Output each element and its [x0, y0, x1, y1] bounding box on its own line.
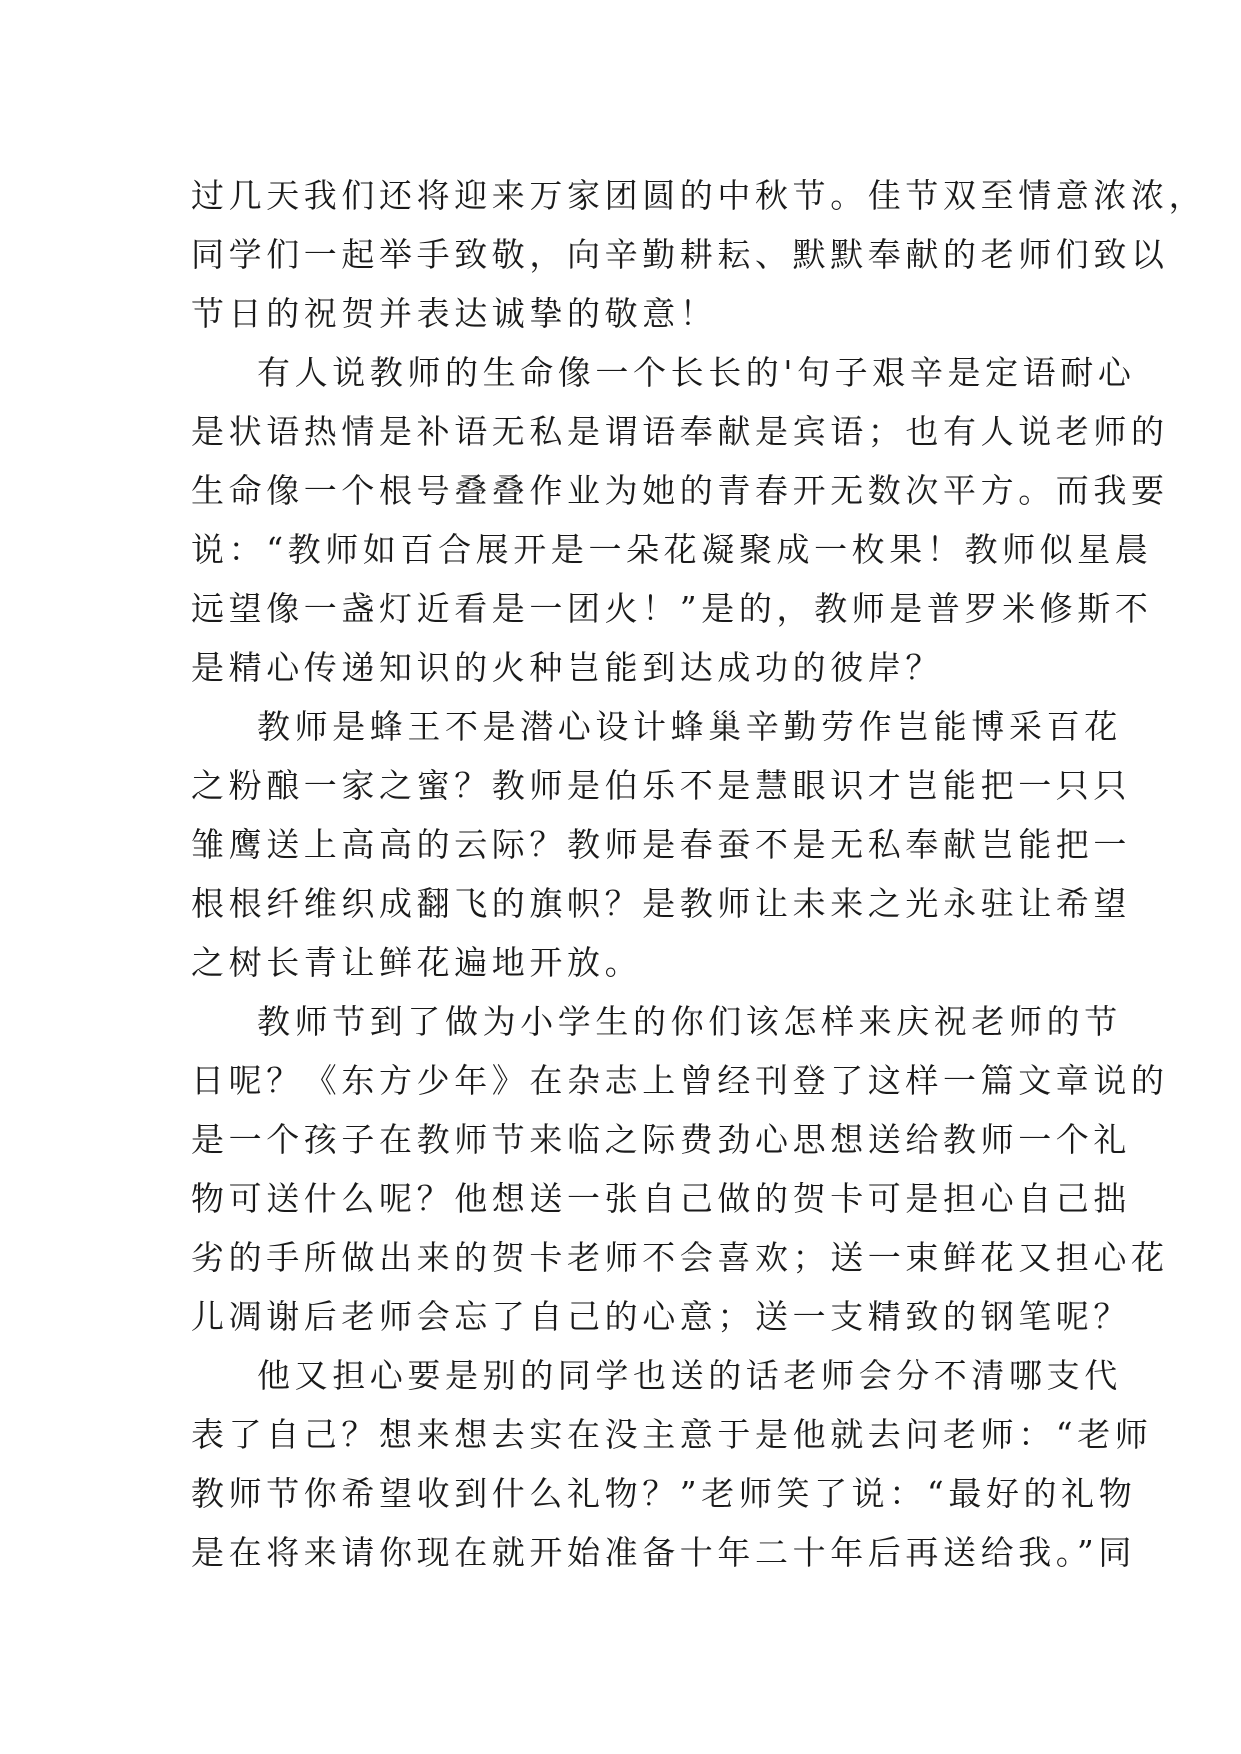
text-line: 过几天我们还将迎来万家团圆的中秋节。佳节双至情意浓浓，: [191, 176, 1207, 215]
text-line: 是状语热情是补语无私是谓语奉献是宾语；也有人说老师的: [191, 412, 1169, 451]
text-line: 教师节你希望收到什么礼物？”老师笑了说：“最好的礼物: [191, 1474, 1137, 1513]
text-line: 是在将来请你现在就开始准备十年二十年后再送给我。”同: [191, 1533, 1136, 1572]
text-line: 是一个孩子在教师节来临之际费劲心思想送给教师一个礼: [191, 1120, 1131, 1159]
text-line: 说：“教师如百合展开是一朵花凝聚成一枚果！教师似星晨: [191, 530, 1153, 569]
document-body: [191, 166, 1207, 1582]
paragraph-first-line: 教师节到了做为小学生的你们该怎样来庆祝老师的节: [257, 1002, 1122, 1041]
text-line: 同学们一起举手致敬，向辛勤耕耘、默默奉献的老师们致以: [191, 235, 1169, 274]
text-line: 之粉酿一家之蜜？教师是伯乐不是慧眼识才岂能把一只只: [191, 766, 1131, 805]
text-line: 雏鹰送上高高的云际？教师是春蚕不是无私奉献岂能把一: [191, 825, 1131, 864]
text-line: 表了自己？想来想去实在没主意于是他就去问老师：“老师: [191, 1415, 1153, 1454]
paragraph-first-line: 他又担心要是别的同学也送的话老师会分不清哪支代: [257, 1356, 1122, 1395]
paragraph-first-line: 教师是蜂王不是潜心设计蜂巢辛勤劳作岂能博采百花: [257, 707, 1122, 746]
text-line: 劣的手所做出来的贺卡老师不会喜欢；送一束鲜花又担心花: [191, 1238, 1169, 1277]
text-line: 远望像一盏灯近看是一团火！”是的，教师是普罗米修斯不: [191, 589, 1153, 628]
text-line: 生命像一个根号叠叠作业为她的青春开无数次平方。而我要: [191, 471, 1169, 510]
text-line: 之树长青让鲜花遍地开放。: [191, 943, 643, 982]
text-line: 日呢？《东方少年》在杂志上曾经刊登了这样一篇文章说的: [191, 1061, 1169, 1100]
text-line: 是精心传递知识的火种岂能到达成功的彼岸？: [191, 648, 943, 687]
text-line: 根根纤维织成翻飞的旗帜？是教师让未来之光永驻让希望: [191, 884, 1131, 923]
text-line: 节日的祝贺并表达诚挚的敬意！: [191, 294, 718, 333]
paragraph-first-line: 有人说教师的生命像一个长长的'句子艰辛是定语耐心: [257, 353, 1136, 392]
text-line: 儿凋谢后老师会忘了自己的心意；送一支精致的钢笔呢？: [191, 1297, 1131, 1336]
text-line: 物可送什么呢？他想送一张自己做的贺卡可是担心自己拙: [191, 1179, 1131, 1218]
